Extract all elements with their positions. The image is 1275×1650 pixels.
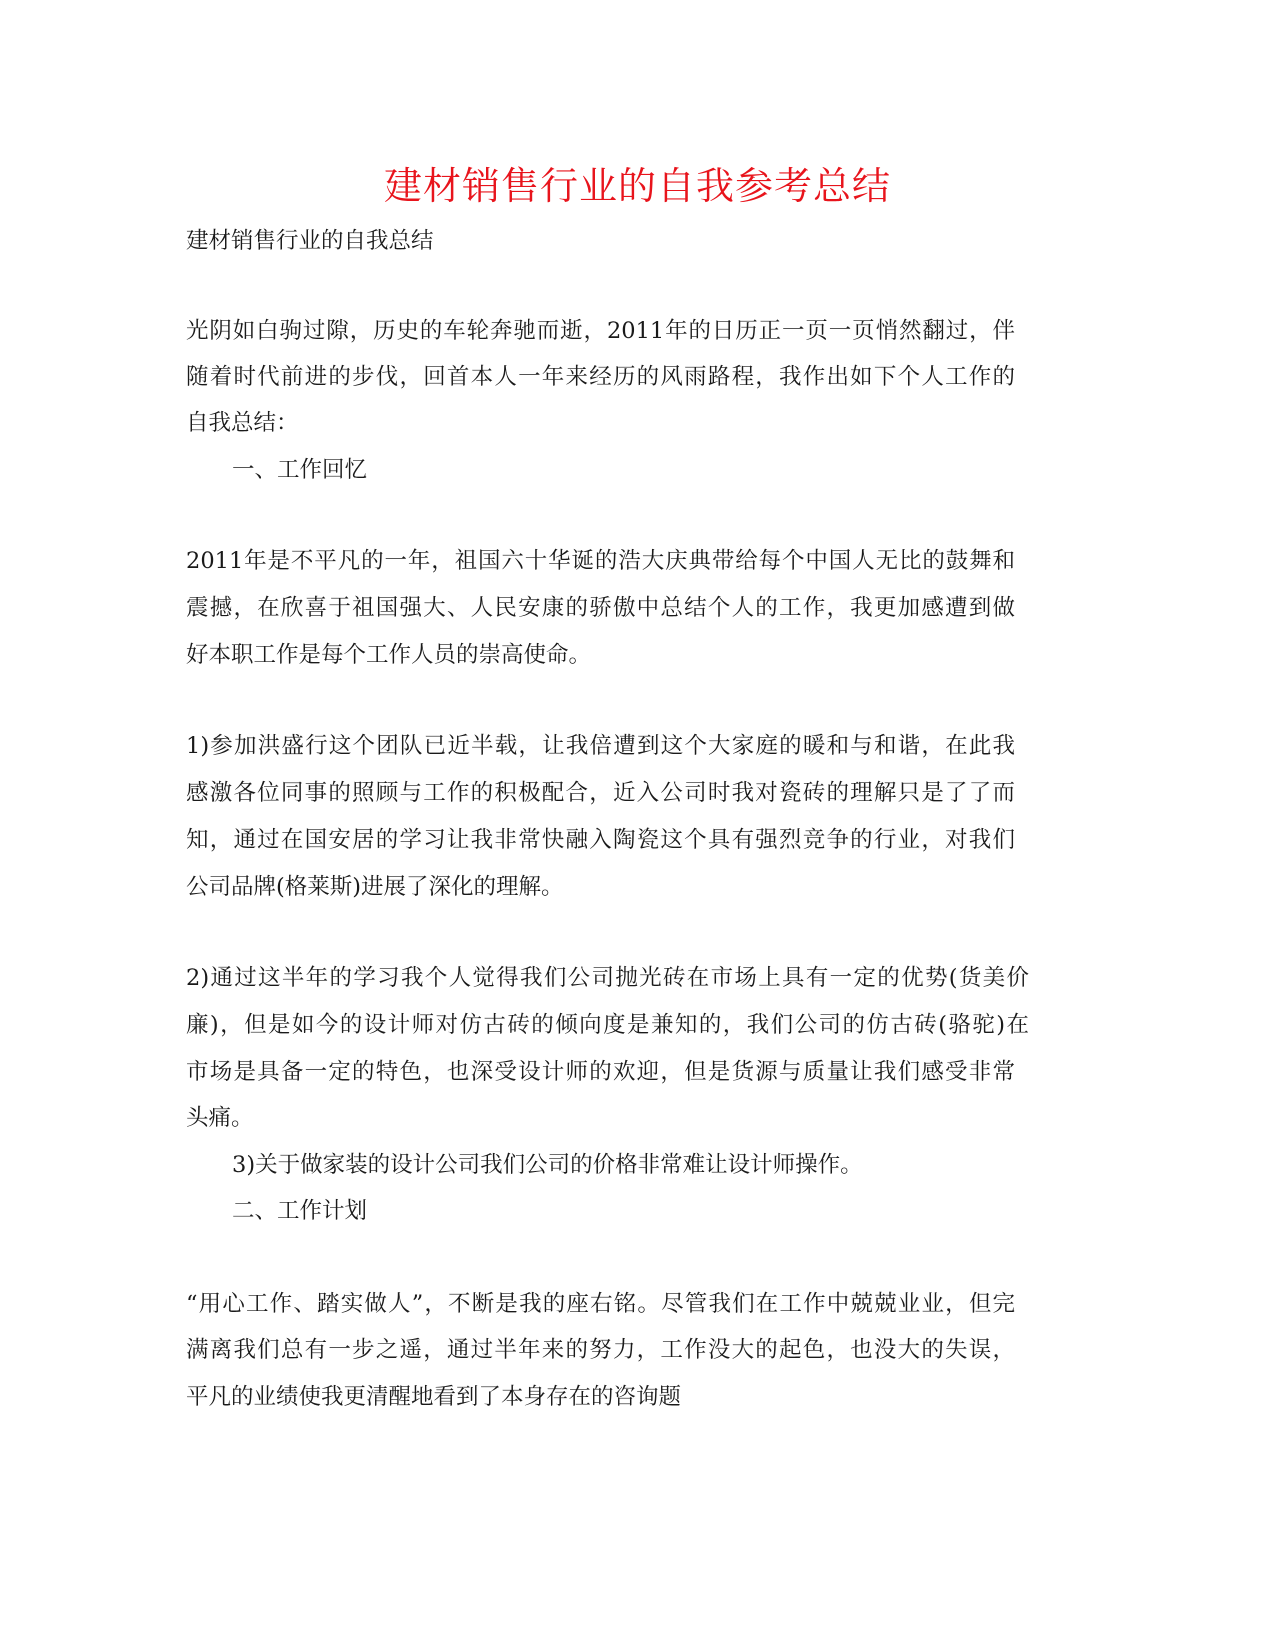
section1-line-2: 震撼，在欣喜于祖国强大、人民安康的骄傲中总结个人的工作，我更加感遭到做 <box>186 595 1015 621</box>
item1-line-3: 知，通过在国安居的学习让我非常快融入陶瓷这个具有强烈竞争的行业，对我们 <box>186 827 1015 853</box>
section1-heading: 一、工作回忆 <box>232 457 368 483</box>
item1-line-1: 1)参加洪盛行这个团队已近半载，让我倍遭到这个大家庭的暖和与和谐，在此我 <box>186 733 1015 759</box>
document-title: 建材销售行业的自我参考总结 <box>383 164 891 208</box>
section2-heading: 二、工作计划 <box>232 1198 368 1224</box>
section1-line-3: 好本职工作是每个工作人员的崇高使命。 <box>186 642 592 668</box>
item2-line-3: 市场是具备一定的特色，也深受设计师的欢迎，但是货源与质量让我们感受非常 <box>186 1059 1015 1085</box>
document-subtitle: 建材销售行业的自我总结 <box>186 228 434 254</box>
section2-line-1: “用心工作、踏实做人”，不断是我的座右铭。尽管我们在工作中兢兢业业，但完 <box>186 1291 1015 1317</box>
item1-line-2: 感激各位同事的照顾与工作的积极配合，近入公司时我对瓷砖的理解只是了了而 <box>186 780 1015 806</box>
item2-line-2: 廉)，但是如今的设计师对仿古砖的倾向度是兼知的，我们公司的仿古砖(骆驼)在 <box>186 1012 1029 1038</box>
item2-line-1: 2)通过这半年的学习我个人觉得我们公司抛光砖在市场上具有一定的优势(货美价 <box>186 965 1029 991</box>
section2-line-2: 满离我们总有一步之遥，通过半年来的努力，工作没大的起色，也没大的失误， <box>186 1337 1015 1363</box>
intro-line-3: 自我总结： <box>186 410 299 436</box>
intro-line-2: 随着时代前进的步伐，回首本人一年来经历的风雨路程，我作出如下个人工作的 <box>186 364 1015 390</box>
section2-line-3: 平凡的业绩使我更清醒地看到了本身存在的咨询题 <box>186 1384 682 1410</box>
section1-line-1: 2011年是不平凡的一年，祖国六十华诞的浩大庆典带给每个中国人无比的鼓舞和 <box>186 548 1015 574</box>
intro-line-1: 光阴如白驹过隙，历史的车轮奔驰而逝，2011年的日历正一页一页悄然翻过，伴 <box>186 318 1015 344</box>
item2-line-4: 头痛。 <box>186 1105 254 1131</box>
item1-line-4: 公司品牌(格莱斯)进展了深化的理解。 <box>186 874 564 900</box>
item3-line: 3)关于做家装的设计公司我们公司的价格非常难让设计师操作。 <box>232 1152 863 1178</box>
